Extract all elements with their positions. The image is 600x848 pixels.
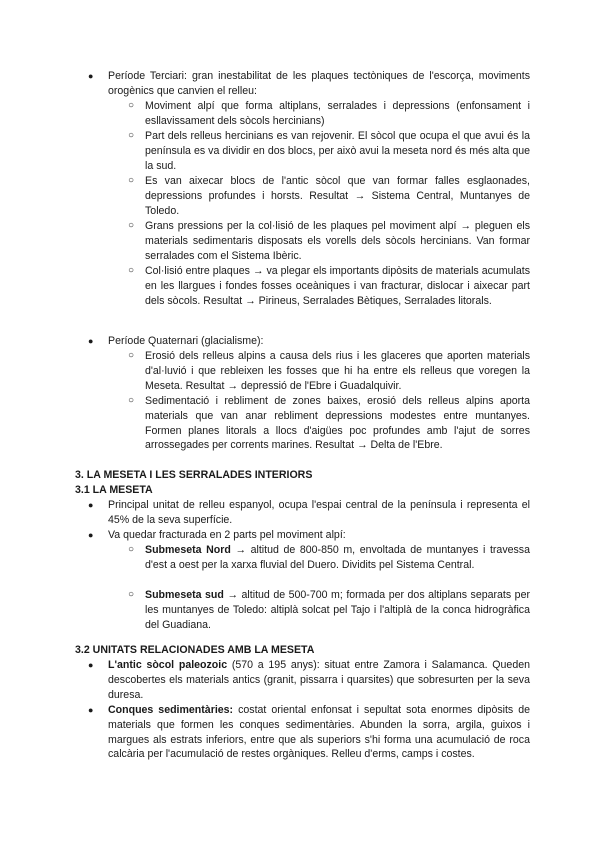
sub-item-submeseta-nord	[0, 543, 600, 573]
hollow-bullet-icon: ○	[128, 589, 135, 600]
sub-item	[0, 394, 600, 453]
list-item-conques	[0, 703, 600, 762]
sub-item-text	[145, 543, 530, 573]
bullet-icon: ●	[88, 500, 94, 510]
list-item-terciari	[0, 69, 600, 99]
hollow-bullet-icon: ○	[128, 544, 135, 555]
bullet-icon: ●	[88, 336, 94, 346]
list-item	[0, 498, 600, 528]
sub-item-text: Moviment alpí que forma altiplans, serralades i depressions (enfonsament i esllavissament dels sòcols hercinians)	[145, 100, 530, 127]
hollow-bullet-icon: ○	[128, 100, 135, 111]
list-item-text: Principal unitat de relleu espanyol, ocupa l'espai central de la península i representa el 45% de la seva superfície.	[108, 499, 530, 526]
sub-item	[0, 264, 600, 308]
term-label: Submeseta sud	[145, 589, 224, 601]
list-item-quaternari	[0, 334, 600, 349]
subsection-heading: 3.2 UNITATS RELACIONADES AMB LA MESETA	[75, 644, 315, 656]
list-item-text	[108, 703, 530, 762]
hollow-bullet-icon: ○	[128, 220, 135, 231]
sub-item-submeseta-sud	[0, 588, 600, 632]
sub-item-text: Part dels relleus hercinians es van rejovenir. El sòcol que ocupa el que avui és la península es va dividir en dos blocs, per això avui la meseta nord és més alta que la sud.	[145, 130, 530, 172]
term-label: Conques sedimentàries:	[108, 704, 234, 716]
term-text: costat oriental enfonsat i sepultat sota enormes dipòsits de materials que formen les conques sedimentàries. Abunden la sorra, argila, guixos i margues als estrats inferiors, entre que als superiors s'hi forma una acumulació de roca calcària per l'acumulació de restes orgàniques. Relleu d'erms, camps i costes.	[108, 704, 531, 761]
sub-item	[0, 99, 600, 129]
list-item	[0, 528, 600, 543]
list-item-text: Període Quaternari (glacialisme):	[108, 335, 264, 347]
sub-item	[0, 129, 600, 173]
term-label: L'antic sòcol paleozoic	[108, 659, 228, 671]
list-item-text	[108, 658, 530, 702]
sub-item-text	[145, 588, 530, 632]
sub-item-text: Erosió dels relleus alpins a causa dels rius i les glaceres que aporten materials d'al·luvió i que rebleixen les fosses que hi ha entre els relleus que voregen la Meseta. Resultat → depressió de l'Ebre i Guadalquivir.	[145, 350, 530, 392]
sub-item-text: Col·lisió entre plaques → va plegar els importants dipòsits de materials acumulats en les llargues i fondes fosses oceàniques i van fracturar, dislocar i aixecar part dels sòcols. Resultat → Pirineus, Serralades Bètiques, Serralades litorals.	[145, 265, 530, 307]
bullet-icon: ●	[88, 71, 94, 81]
term-text: (570 a 195 anys): situat entre Zamora i Salamanca. Queden descobertes els materials antics (granit, pissarra i quarsites) que sobresurten per la seva duresa.	[108, 659, 531, 701]
hollow-bullet-icon: ○	[128, 130, 135, 141]
sub-item-text: Grans pressions per la col·lisió de les plaques pel moviment alpí → pleguen els materials sedimentaris disposats els vorells dels sòcols hercinians. Van formar serralades com el Sistema Ibèric.	[145, 220, 530, 262]
sub-item	[0, 349, 600, 393]
bullet-icon: ●	[88, 705, 94, 715]
section-heading: 3. LA MESETA I LES SERRALADES INTERIORS	[75, 469, 313, 481]
sub-item-text: Es van aixecar blocs de l'antic sòcol que van formar falles esglaonades, depressions profundes i horsts. Resultat → Sistema Central, Muntanyes de Toledo.	[145, 175, 530, 217]
hollow-bullet-icon: ○	[128, 350, 135, 361]
list-item-text: Període Terciari: gran inestabilitat de les plaques tectòniques de l'escorça, moviments orogènics que canvien el relleu:	[108, 70, 530, 97]
list-item-text: Va quedar fracturada en 2 parts pel moviment alpí:	[108, 529, 346, 541]
sub-item-text: Sedimentació i rebliment de zones baixes, erosió dels relleus alpins aporta materials que van anar rebliment depressions modestes entre muntanyes. Formen planes litorals a llocs d'aigües poc profundes amb l'ajut de sorres arrossegades per corrents marines. Resultat → Delta de l'Ebre.	[145, 395, 530, 452]
hollow-bullet-icon: ○	[128, 265, 135, 276]
bullet-icon: ●	[88, 660, 94, 670]
hollow-bullet-icon: ○	[128, 395, 135, 406]
subsection-heading: 3.1 LA MESETA	[75, 484, 153, 496]
sub-item	[0, 174, 600, 218]
hollow-bullet-icon: ○	[128, 175, 135, 186]
term-text: → altitud de 500-700 m; formada per dos altiplans separats per les muntanyes de Toledo: altiplà solcat pel Tajo i l'altiplà de la conca hidrogràfica del Guadiana.	[145, 589, 530, 631]
sub-item	[0, 219, 600, 263]
list-item-socol	[0, 658, 600, 702]
bullet-icon: ●	[88, 530, 94, 540]
term-text: → altitud de 800-850 m, envoltada de muntanyes i travessa d'est a oest per la xarxa fluvial del Duero. Dividits pel Sistema Central.	[145, 544, 530, 571]
term-label: Submeseta Nord	[145, 544, 231, 556]
